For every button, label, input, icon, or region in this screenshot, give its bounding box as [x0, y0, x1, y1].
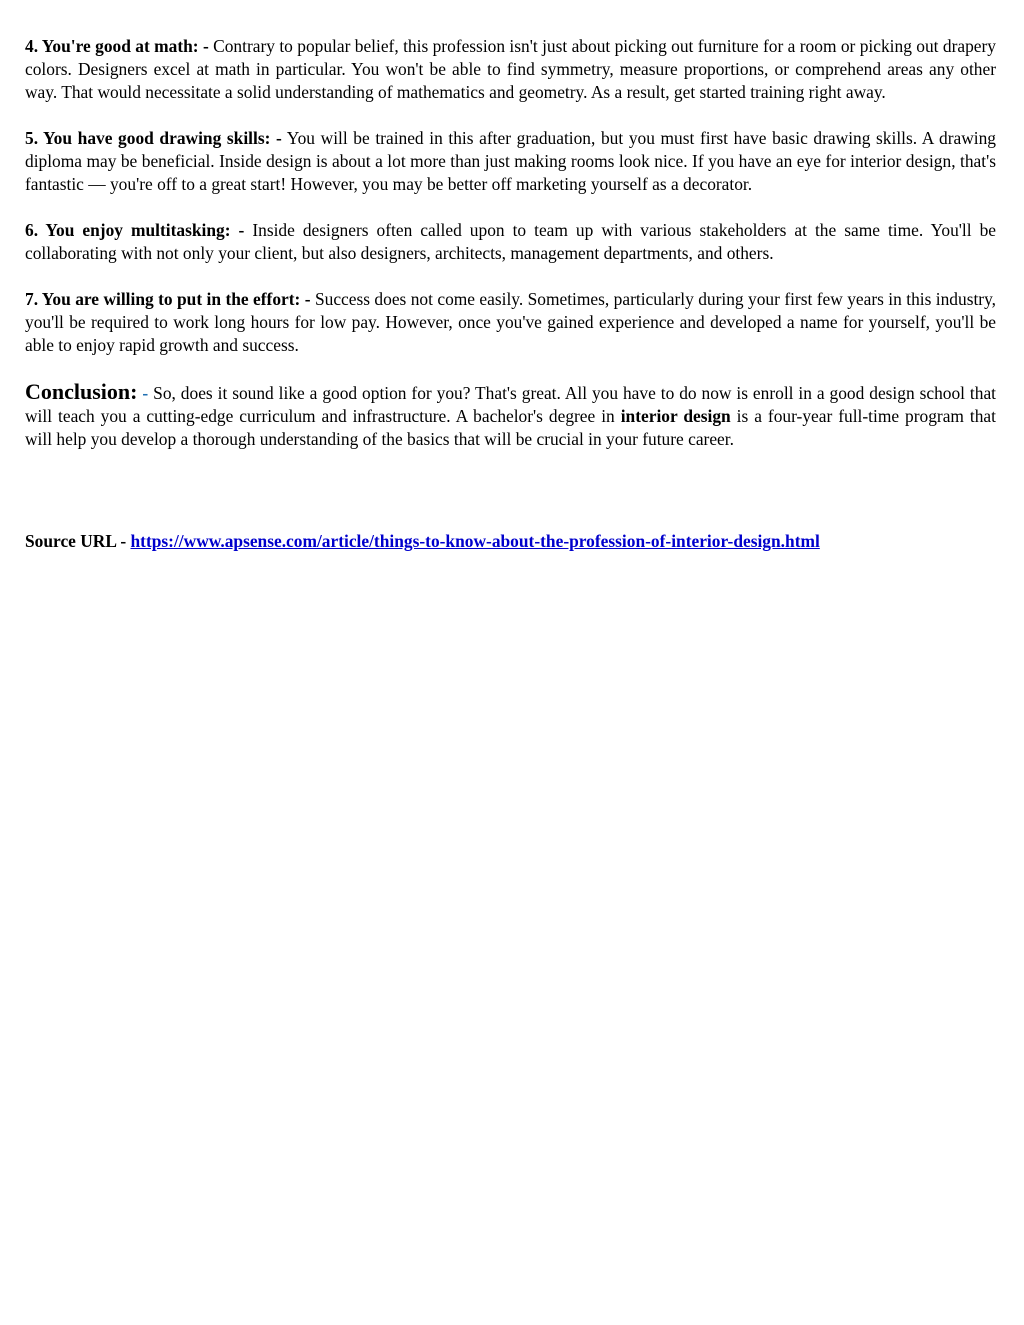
- section-heading: 4. You're good at math: -: [25, 36, 209, 56]
- section-body: Inside designers often called upon to team up with various stakeholders at the same time. You'll be collaborating with not only your client, but also designers, architects, management departments, and others.: [25, 220, 996, 263]
- section-math: [25, 35, 996, 104]
- section-heading: 5. You have good drawing skills: -: [25, 128, 282, 148]
- source-label: Source URL -: [25, 531, 127, 551]
- section-heading: 7. You are willing to put in the effort: -: [25, 289, 311, 309]
- section-body: You will be trained in this after graduation, but you must first have basic drawing skills. A drawing diploma may be beneficial. Inside design is about a lot more than just making rooms look nice. If you have an eye for interior design, that's fantastic — you're off to a great start! However, you may be better off marketing yourself as a decorator.: [25, 128, 996, 194]
- conclusion-dash: -: [142, 383, 149, 403]
- conclusion-body-end: is a four-year full-time program that will help you develop a thorough understanding of the basics that will be crucial in your future career.: [25, 406, 996, 449]
- source-link[interactable]: https://www.apsense.com/article/things-to-know-about-the-profession-of-interior-design.html: [130, 531, 820, 551]
- section-drawing-skills: [25, 127, 996, 196]
- section-body: Success does not come easily. Sometimes, particularly during your first few years in this industry, you'll be required to work long hours for low pay. However, once you've gained experience and developed a name for yourself, you'll be able to enjoy rapid growth and success.: [25, 289, 997, 355]
- document-page: [25, 35, 996, 553]
- conclusion-bold-term: interior design: [620, 406, 731, 426]
- section-heading: 6. You enjoy multitasking: -: [25, 220, 245, 240]
- conclusion-paragraph: [25, 380, 996, 451]
- section-effort: [25, 288, 996, 357]
- section-multitasking: [25, 219, 996, 265]
- source-line: [25, 530, 996, 553]
- conclusion-body-start: So, does it sound like a good option for you? That's great. All you have to do now is enroll in a good design school that will teach you a cutting-edge curriculum and infrastructure. A bachelor's degree in: [25, 383, 996, 426]
- conclusion-heading: Conclusion:: [25, 379, 138, 404]
- section-body: Contrary to popular belief, this profession isn't just about picking out furniture for a room or picking out drapery colors. Designers excel at math in particular. You won't be able to find symmetry, measure proportions, or comprehend areas any other way. That would necessitate a solid understanding of mathematics and geometry. As a result, get started training right away.: [25, 36, 996, 102]
